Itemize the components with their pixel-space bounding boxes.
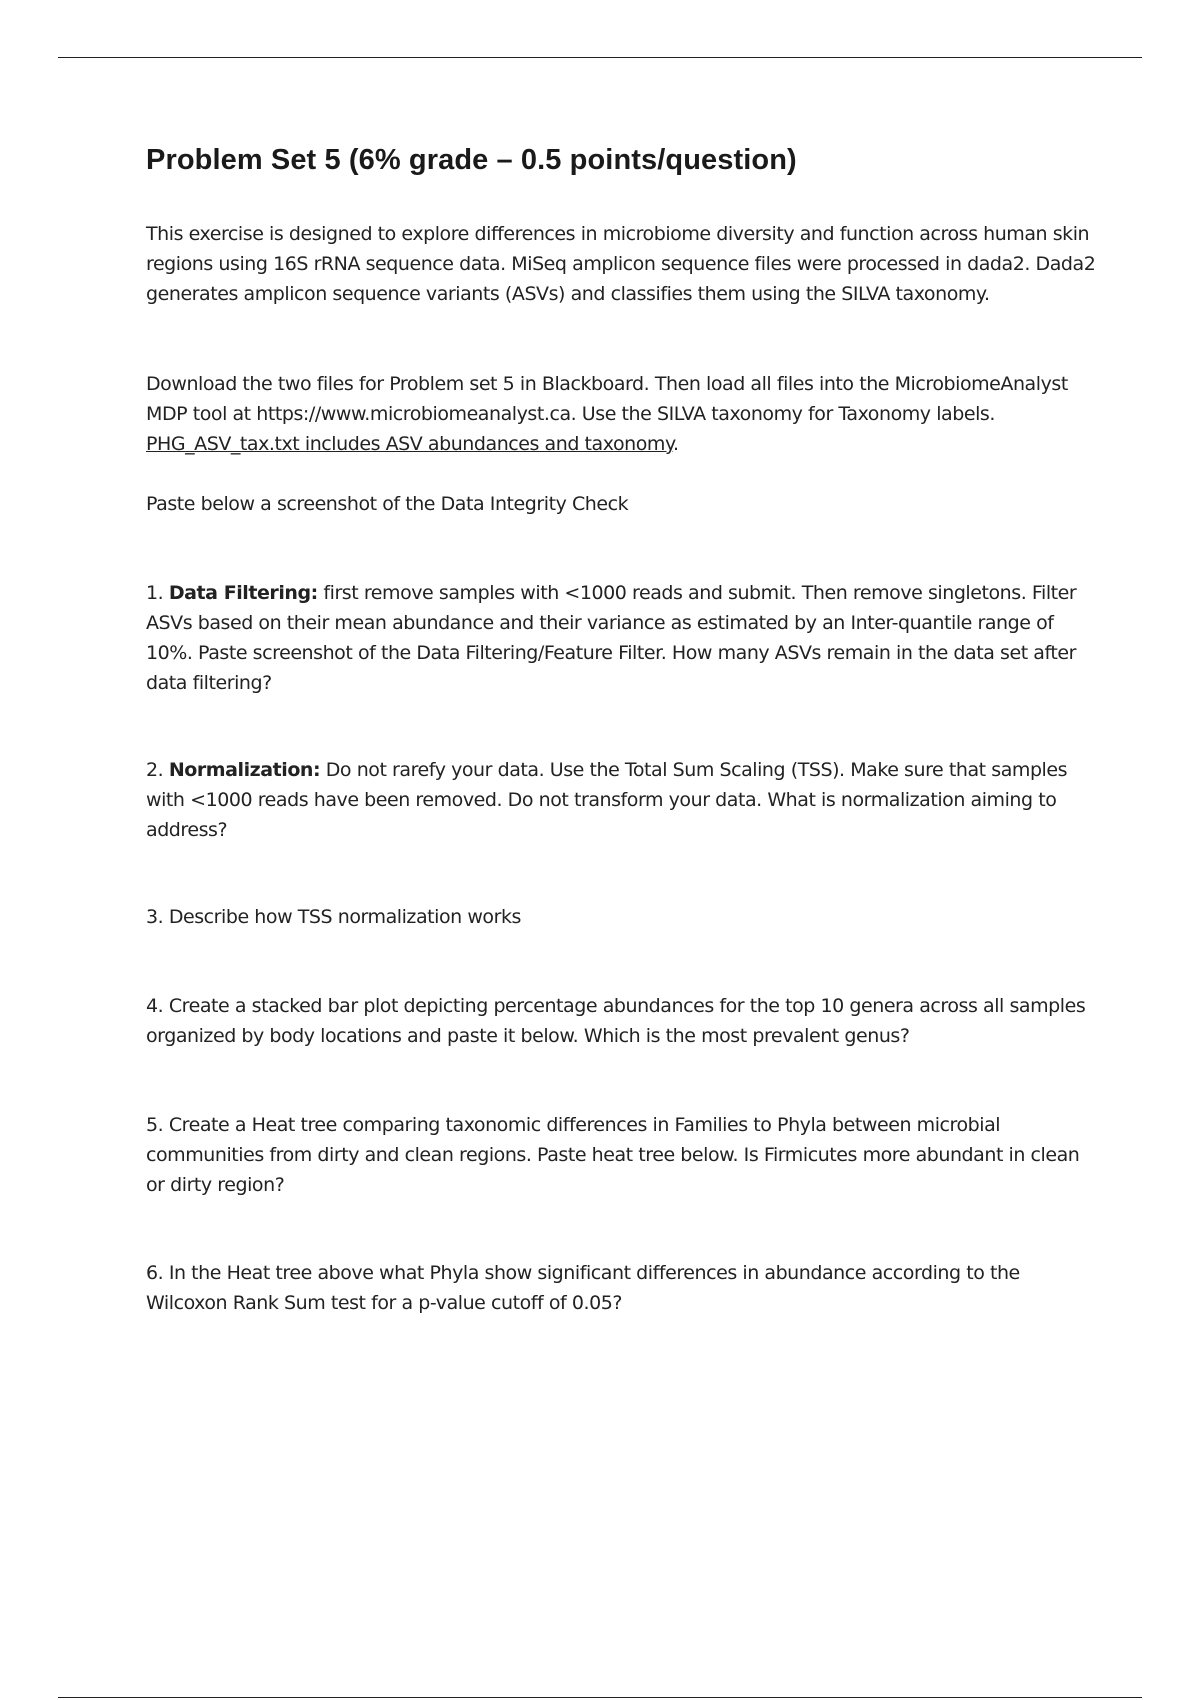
question-text: Do not rarefy your data. Use the Total Sum Scaling (TSS). Make sure that samples with <1000 reads have been removed. Do not transform your data. What is normalization aiming to address? xyxy=(146,759,1068,841)
question-heading: Normalization: xyxy=(168,759,321,781)
question-number: 2. xyxy=(146,759,169,781)
question-5: 5. Create a Heat tree comparing taxonomic differences in Families to Phyla between microbial communities from dirty and clean regions. Paste heat tree below. Is Firmicutes more abundant in clean or dirty region? xyxy=(146,1114,1080,1196)
footer-rule xyxy=(58,1697,1142,1698)
download-text: Download the two files for Problem set 5 in Blackboard. Then load all files into the MicrobiomeAnalyst MDP tool at https://www.microbiomeanalyst.ca. Use the SILVA taxonomy for Taxonomy labels. xyxy=(146,373,1068,425)
question-heading: Data Filtering: xyxy=(168,582,318,604)
question-4: 4. Create a stacked bar plot depicting percentage abundances for the top 10 genera across all samples organized by body locations and paste it below. Which is the most prevalent genus? xyxy=(146,995,1086,1047)
intro-paragraph: This exercise is designed to explore differences in microbiome diversity and function across human skin regions using 16S rRNA sequence data. MiSeq amplicon sequence files were processed in dada2. Dada2 generates amplicon sequence variants (ASVs) and classifies them using the SILVA taxonomy. xyxy=(146,223,1096,305)
document-title: Problem Set 5 (6% grade – 0.5 points/question) xyxy=(146,144,797,176)
question-1 xyxy=(146,578,1096,698)
download-paragraph xyxy=(146,369,1096,459)
download-end: . xyxy=(673,433,679,455)
question-3: 3. Describe how TSS normalization works xyxy=(146,906,521,928)
question-text: first remove samples with <1000 reads and submit. Then remove singletons. Filter ASVs based on their mean abundance and their variance as estimated by an Inter-quantile range of 10%. Paste screenshot of the Data Filtering/Feature Filter. How many ASVs remain in the data set after data filtering? xyxy=(146,582,1077,694)
asv-file-link[interactable]: PHG_ASV_tax.txt includes ASV abundances and taxonomy xyxy=(146,433,674,455)
question-6: 6. In the Heat tree above what Phyla show significant differences in abundance according to the Wilcoxon Rank Sum test for a p-value cutoff of 0.05? xyxy=(146,1262,1020,1314)
integrity-paragraph: Paste below a screenshot of the Data Integrity Check xyxy=(146,493,629,515)
question-2 xyxy=(146,755,1096,845)
question-number: 1. xyxy=(146,582,169,604)
header-rule xyxy=(58,57,1142,58)
